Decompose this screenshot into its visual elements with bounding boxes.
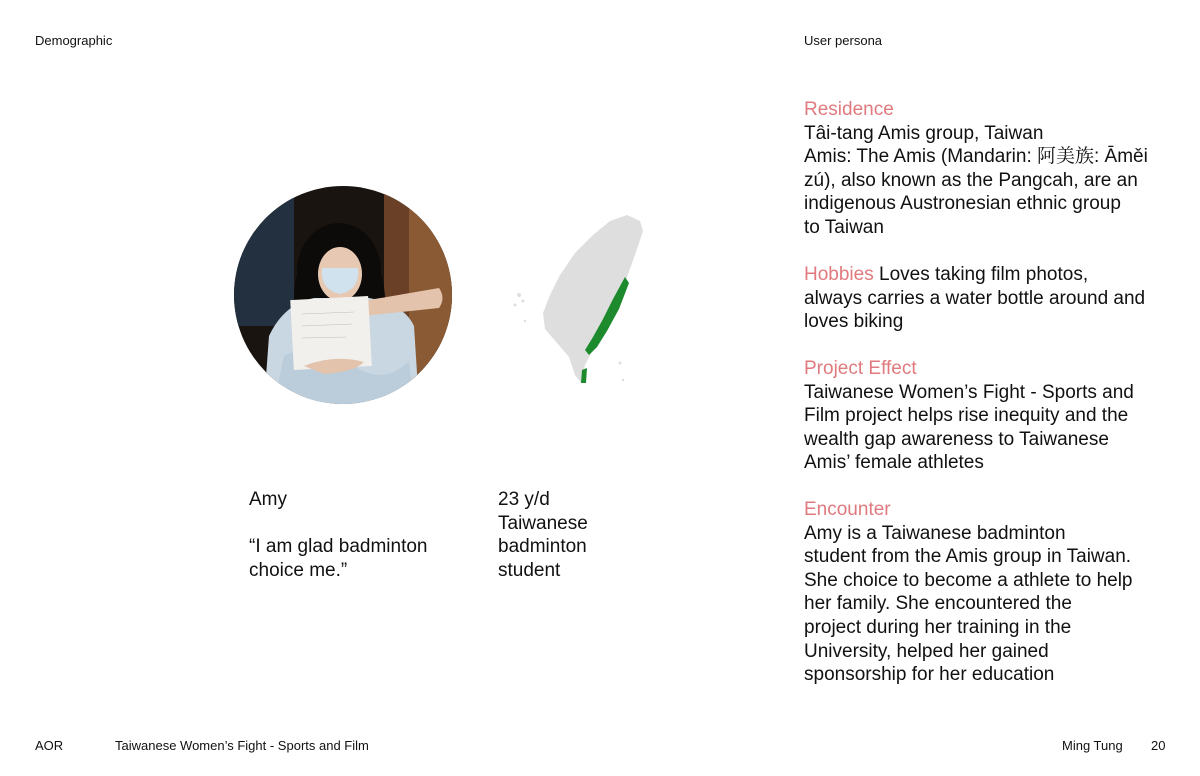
hobbies-line: Loves taking film photos, <box>873 264 1089 285</box>
encounter-line: University, helped her gained <box>804 640 1049 662</box>
encounter-section <box>804 498 1184 687</box>
persona-intro <box>249 488 469 582</box>
section-label-demographic: Demographic <box>35 33 113 48</box>
encounter-heading: Encounter <box>804 499 891 520</box>
taiwan-map <box>505 205 655 395</box>
footer-author: Ming Tung <box>1062 738 1123 753</box>
persona-nationality: Taiwanese <box>498 512 588 534</box>
encounter-line: project during her training in the <box>804 616 1072 638</box>
hobbies-line: loves biking <box>804 311 904 333</box>
persona-occupation: student <box>498 559 561 581</box>
encounter-line: She choice to become a athlete to help <box>804 569 1133 591</box>
persona-photo <box>234 186 452 404</box>
persona-quote-line: choice me.” <box>249 559 348 581</box>
residence-line: Amis: The Amis (Mandarin: 阿美族: Āměi <box>804 146 1148 168</box>
persona-age: 23 y/d <box>498 489 550 510</box>
project-effect-section <box>804 357 1184 475</box>
persona-sport: badminton <box>498 536 587 558</box>
hobbies-line: always carries a water bottle around and <box>804 287 1146 309</box>
project-effect-line: Film project helps rise inequity and the <box>804 405 1129 427</box>
persona-details <box>498 488 638 582</box>
footer-title: Taiwanese Women’s Fight - Sports and Film <box>115 738 369 753</box>
residence-heading: Residence <box>804 99 894 120</box>
project-effect-line: Amis’ female athletes <box>804 452 984 474</box>
residence-line: Tâi-tang Amis group, Taiwan <box>804 122 1044 144</box>
persona-name: Amy <box>249 489 287 510</box>
encounter-line: Amy is a Taiwanese badminton <box>804 522 1066 544</box>
persona-quote-line: “I am glad badminton <box>249 536 428 558</box>
residence-line: to Taiwan <box>804 216 884 238</box>
hobbies-section <box>804 263 1184 334</box>
hobbies-heading: Hobbies <box>804 264 874 285</box>
encounter-line: her family. She encountered the <box>804 593 1072 615</box>
section-label-user-persona: User persona <box>804 33 883 48</box>
page-number: 20 <box>1151 738 1166 753</box>
project-effect-line: Taiwanese Women’s Fight - Sports and <box>804 381 1134 403</box>
project-effect-heading: Project Effect <box>804 358 917 379</box>
residence-section <box>804 98 1184 240</box>
residence-line: zú), also known as the Pangcah, are an <box>804 169 1138 191</box>
encounter-line: student from the Amis group in Taiwan. <box>804 546 1132 568</box>
footer-brand: AOR <box>35 738 64 753</box>
encounter-line: sponsorship for her education <box>804 664 1055 686</box>
project-effect-line: wealth gap awareness to Taiwanese <box>804 428 1109 450</box>
residence-line: indigenous Austronesian ethnic group <box>804 193 1121 215</box>
